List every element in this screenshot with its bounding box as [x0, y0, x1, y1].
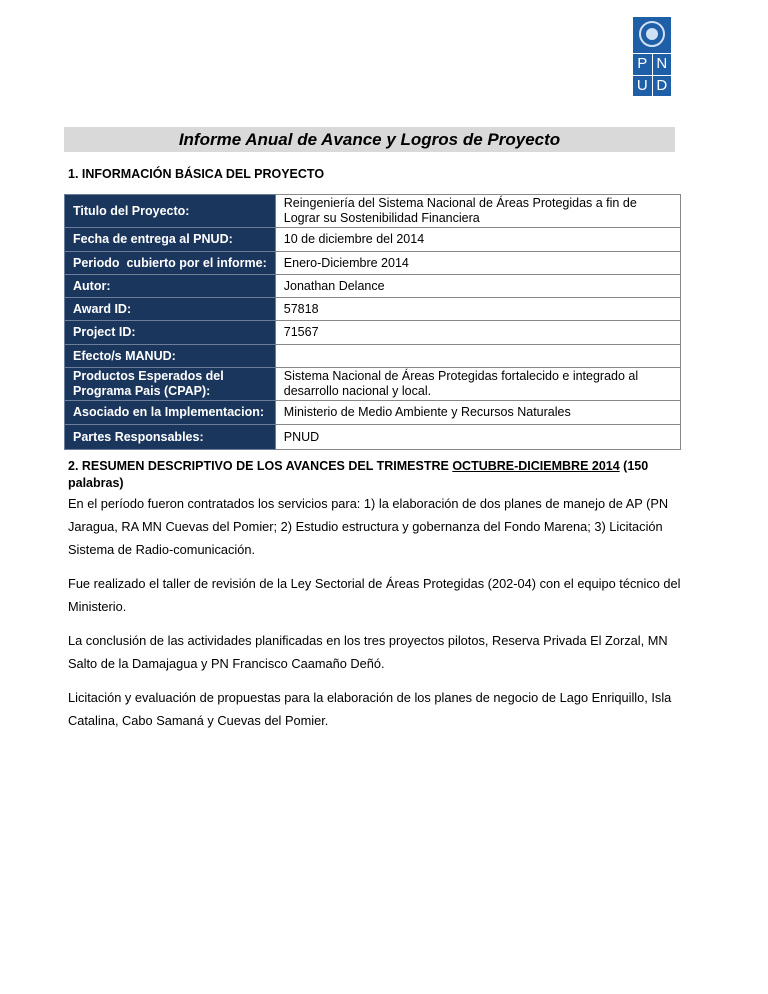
row-value: 10 de diciembre del 2014 [275, 228, 680, 252]
logo-letter: N [653, 54, 672, 75]
paragraph: Fue realizado el taller de revisión de la Ley Sectorial de Áreas Protegidas (202-04) con el equipo técnico del Ministerio. [68, 576, 681, 614]
row-value: Jonathan Delance [275, 275, 680, 298]
logo-letter: P [633, 54, 652, 75]
table-row [65, 275, 681, 298]
row-value: PNUD [275, 425, 680, 450]
pnud-logo [633, 17, 671, 95]
row-label: Autor: [65, 275, 276, 298]
table-row [65, 345, 681, 368]
project-info-table [64, 194, 681, 450]
heading-text: 2. RESUMEN DESCRIPTIVO DE LOS AVANCES DEL TRIMESTRE [68, 459, 453, 473]
logo-letter: D [653, 76, 672, 97]
table-row [65, 321, 681, 345]
table-row [65, 368, 681, 401]
table-row [65, 252, 681, 275]
row-label: Asociado en la Implementacion: [65, 401, 276, 425]
table-row [65, 298, 681, 321]
section-1-heading: 1. INFORMACIÓN BÁSICA DEL PROYECTO [68, 167, 325, 181]
table-row [65, 195, 681, 228]
paragraph: La conclusión de las actividades planificadas en los tres proyectos pilotos, Reserva Privada El Zorzal, MN Salto de la Damajagua y PN Francisco Caamaño Deñó. [68, 633, 668, 671]
row-value [275, 345, 680, 368]
document-title: Informe Anual de Avance y Logros de Proyecto [64, 127, 675, 152]
row-label: Efecto/s MANUD: [65, 345, 276, 368]
row-label: Productos Esperados del Programa Pais (CPAP): [65, 368, 276, 401]
summary-text [68, 492, 688, 743]
row-value: Ministerio de Medio Ambiente y Recursos Naturales [275, 401, 680, 425]
row-value: Sistema Nacional de Áreas Protegidas fortalecido e integrado al desarrollo nacional y local. [275, 368, 680, 401]
row-value: Enero-Diciembre 2014 [275, 252, 680, 275]
row-label: Project ID: [65, 321, 276, 345]
table-row [65, 228, 681, 252]
row-value: 71567 [275, 321, 680, 345]
row-label: Award ID: [65, 298, 276, 321]
table-row [65, 401, 681, 425]
un-emblem-icon [639, 21, 665, 47]
row-value: Reingeniería del Sistema Nacional de Áreas Protegidas a fin de Lograr su Sostenibilidad Financiera [275, 195, 680, 228]
paragraph: Licitación y evaluación de propuestas para la elaboración de los planes de negocio de Lago Enriquillo, Isla Catalina, Cabo Samaná y Cuevas del Pomier. [68, 690, 672, 728]
heading-period: OCTUBRE-DICIEMBRE 2014 [452, 459, 620, 473]
heading-word-limit: (150 palabras) [68, 459, 649, 490]
table-row [65, 425, 681, 450]
row-label: Partes Responsables: [65, 425, 276, 450]
paragraph: En el período fueron contratados los servicios para: 1) la elaboración de dos planes de manejo de AP (PN Jaragua, RA MN Cuevas del Pomier; 2) Estudio estructura y gobernanza del Fondo Marena; 3) Licitación Sistema de Radio-comunicación. [68, 496, 669, 557]
row-label: Fecha de entrega al PNUD: [65, 228, 276, 252]
section-2-heading [68, 458, 688, 492]
logo-letter: U [633, 76, 652, 97]
row-label: Periodo cubierto por el informe: [65, 252, 276, 275]
row-label: Titulo del Proyecto: [65, 195, 276, 228]
row-value: 57818 [275, 298, 680, 321]
